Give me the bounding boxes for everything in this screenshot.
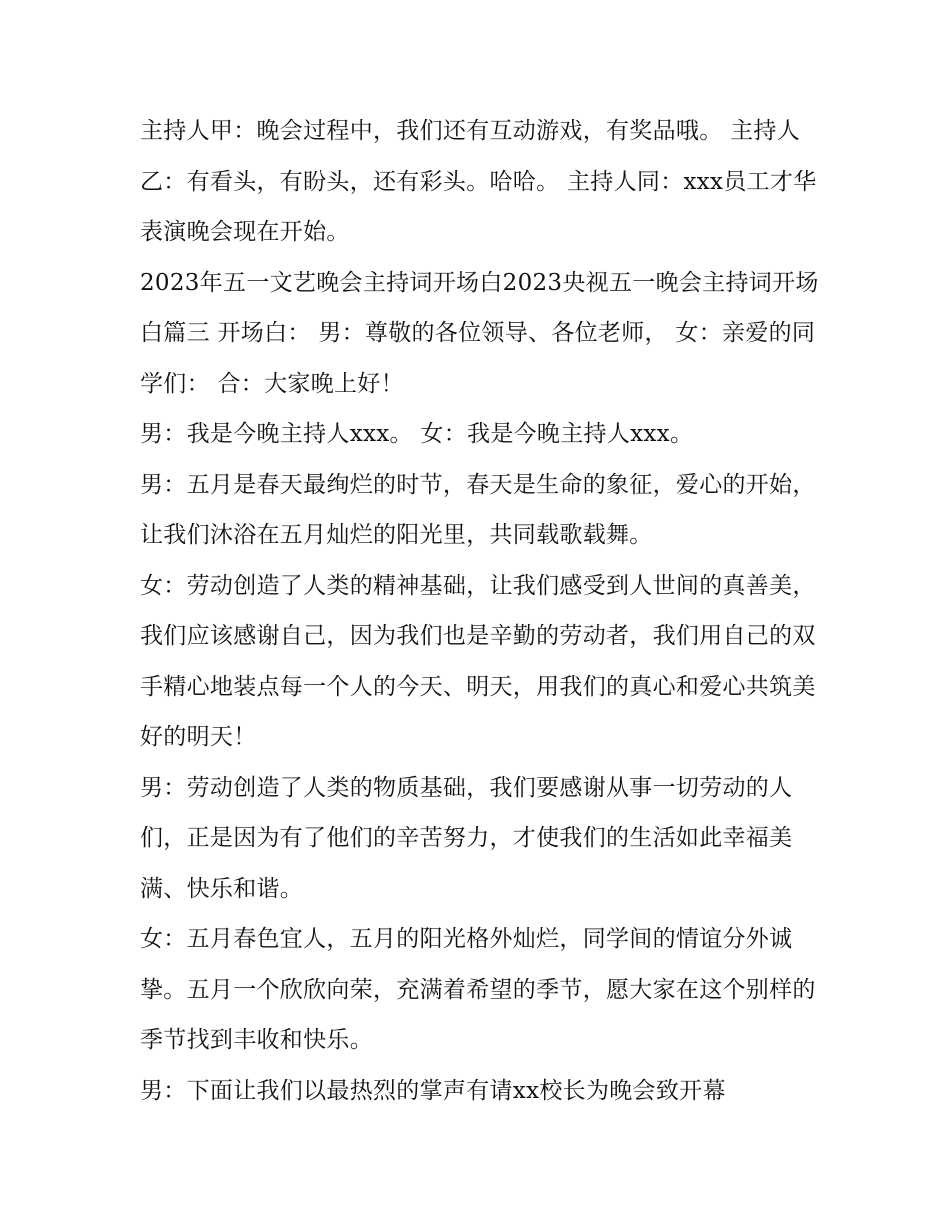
paragraph-male-spring: 男：五月是春天最绚烂的时节，春天是生命的象征，爱心的开始，让我们沐浴在五月灿烂的阳光里，共同载歌载舞。 [140,471,816,548]
document-body [140,106,820,1116]
paragraph-female-labor-spirit: 女：劳动创造了人类的精神基础，让我们感受到人世间的真善美，我们应该感谢自己，因为我们也是辛勤的劳动者，我们用自己的双手精心地装点每一个人的今天、明天，用我们的真心和爱心共筑美好的明天！ [140,572,816,750]
paragraph-female-may: 女：五月春色宜人，五月的阳光格外灿烂，同学间的情谊分外诚挚。五月一个欣欣向荣，充满着希望的季节，愿大家在这个别样的季节找到丰收和快乐。 [140,926,816,1053]
paragraph-host-intro: 主持人甲：晚会过程中，我们还有互动游戏，有奖品哦。 主持人乙：有看头，有盼头，还有彩头。哈哈。 主持人同：xxx员工才华表演晚会现在开始。 [140,118,817,245]
paragraph-male-principal: 男：下面让我们以最热烈的掌声有请xx校长为晚会致开幕 [140,1077,726,1104]
paragraph-opening-title: 2023年五一文艺晚会主持词开场白2023央视五一晚会主持词开场白篇三 开场白： 男：尊敬的各位领导、各位老师， 女：亲爱的同学们： 合：大家晚上好！ [140,269,819,397]
paragraph-male-labor-material: 男：劳动创造了人类的物质基础，我们要感谢从事一切劳动的人们，正是因为有了他们的辛苦努力，才使我们的生活如此幸福美满、快乐和谐。 [140,774,793,902]
paragraph-host-names: 男：我是今晚主持人xxx。 女：我是今晚主持人xxx。 [140,421,694,447]
